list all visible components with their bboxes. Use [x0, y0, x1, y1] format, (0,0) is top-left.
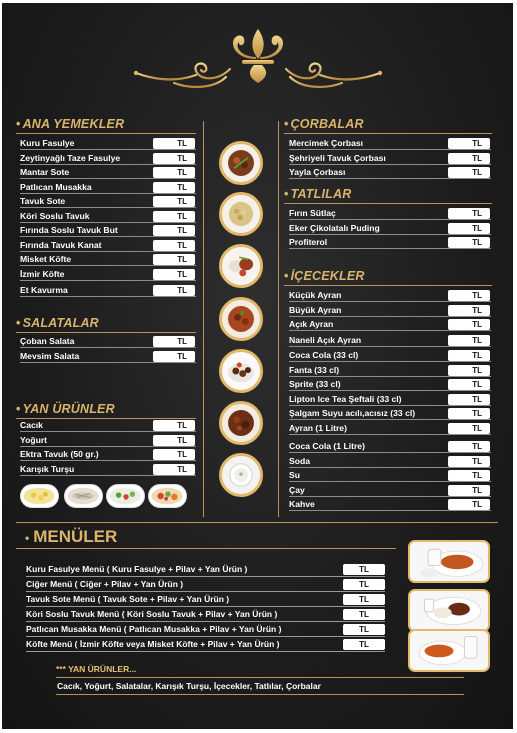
- extras-rule-bottom: [56, 694, 464, 695]
- menu-item: [20, 268, 196, 280]
- price-box: TL: [448, 408, 490, 419]
- dish-thumb-coban: [106, 484, 145, 508]
- price-box: TL: [448, 394, 490, 405]
- menu-item: [20, 463, 196, 475]
- item-underline: [20, 446, 196, 447]
- item-name: Naneli Açık Ayran: [289, 335, 362, 345]
- item-underline: [26, 591, 385, 592]
- item-name: Profiterol: [289, 237, 328, 247]
- dish-thumb-salad: [64, 484, 103, 508]
- item-name: Ektra Tavuk (50 gr.): [20, 449, 99, 459]
- extras-text: Cacık, Yoğurt, Salatalar, Karışık Turşu, İçecekler, Tatlılar, Çorbalar: [57, 681, 321, 691]
- menu-item: [20, 166, 196, 178]
- item-underline: [289, 178, 491, 179]
- item-underline: [20, 207, 196, 208]
- section-title-ana-yemekler: • ANA YEMEKLER: [16, 117, 125, 131]
- menu-item: [20, 195, 196, 207]
- price-box: TL: [153, 167, 195, 178]
- section-title-menuler: • MENÜLER: [25, 527, 118, 546]
- price-box: TL: [153, 351, 195, 362]
- item-underline: [20, 362, 196, 363]
- price-box: TL: [448, 441, 490, 452]
- item-underline: [20, 236, 196, 237]
- menu-combo-name: Kuru Fasulye Menü ( Kuru Fasulye + Pilav + Yan Ürün ): [26, 564, 248, 574]
- item-underline: [289, 452, 491, 453]
- item-name: Coca Cola (1 Litre): [289, 441, 365, 451]
- item-underline: [26, 576, 385, 577]
- item-name: Soda: [289, 455, 311, 466]
- item-underline: [26, 606, 385, 607]
- item-underline: [289, 510, 491, 511]
- item-name: Şalgam Suyu acılı,acısız (33 cl): [289, 408, 416, 418]
- item-name: Tavuk Sote: [20, 196, 66, 206]
- price-box: TL: [343, 579, 385, 590]
- price-box: TL: [448, 365, 490, 376]
- price-box: TL: [448, 167, 490, 178]
- item-underline: [26, 651, 385, 652]
- menu-combo-item: [26, 563, 385, 576]
- menu-combo-name: Tavuk Sote Menü ( Tavuk Sote + Pilav + Yan Ürün ): [26, 594, 230, 604]
- item-underline: [26, 636, 385, 637]
- item-underline: [289, 390, 491, 391]
- dish-photo-musakka: [219, 401, 263, 445]
- item-name: Coca Cola (33 cl): [289, 350, 359, 360]
- price-box: TL: [448, 423, 490, 434]
- list-salatalar: [20, 335, 196, 365]
- dish-thumb-tursu: [148, 484, 187, 508]
- menuler-rule-top: [16, 522, 498, 523]
- fleur-de-lis-ornament-icon: [130, 25, 386, 93]
- price-box: TL: [448, 153, 490, 164]
- menu-item: [289, 422, 491, 434]
- menu-item: [289, 440, 491, 452]
- item-underline: [289, 481, 491, 482]
- menu-photo-1: [408, 540, 490, 583]
- menu-item: [20, 284, 196, 296]
- item-name: Misket Köfte: [20, 254, 72, 264]
- menu-item: [289, 349, 491, 361]
- item-underline: [289, 376, 491, 377]
- list-yan-urunler: [20, 419, 196, 479]
- item-name: Kuru Fasulye: [20, 138, 75, 148]
- menu-item: [289, 236, 491, 248]
- price-box: TL: [448, 379, 490, 390]
- list-corbalar: [289, 137, 491, 181]
- price-box: TL: [343, 624, 385, 635]
- section-rule: [284, 285, 492, 286]
- item-name: Zeytinyağlı Taze Fasulye: [20, 152, 121, 163]
- menu-item: [289, 207, 491, 219]
- item-name: Mevsim Salata: [20, 350, 80, 361]
- menu-item: [20, 181, 196, 193]
- item-name: Yayla Çorbası: [289, 167, 346, 177]
- item-underline: [20, 475, 196, 476]
- item-name: Mercimek Çorbası: [289, 138, 364, 148]
- menu-item: [289, 166, 491, 178]
- section-rule: [284, 133, 492, 134]
- item-name: Su: [289, 470, 300, 480]
- section-rule: [16, 133, 196, 134]
- menu-item: [289, 222, 491, 234]
- menu-photo-3: [408, 629, 490, 672]
- price-box: TL: [448, 290, 490, 301]
- item-underline: [289, 330, 491, 331]
- item-name: Büyük Ayran: [289, 304, 342, 315]
- item-underline: [289, 301, 491, 302]
- price-box: TL: [153, 240, 195, 251]
- menu-item: [289, 152, 491, 164]
- item-underline: [289, 149, 491, 150]
- item-underline: [20, 149, 196, 150]
- extras-rule: [56, 677, 464, 678]
- item-name: Küçük Ayran: [289, 290, 342, 300]
- price-box: TL: [153, 182, 195, 193]
- item-name: Fırın Sütlaç: [289, 208, 336, 218]
- item-underline: [20, 251, 196, 252]
- menu-item: [289, 484, 491, 496]
- item-underline: [289, 419, 491, 420]
- price-box: TL: [153, 435, 195, 446]
- item-underline: [289, 234, 491, 235]
- price-box: TL: [448, 237, 490, 248]
- item-name: Fırında Tavuk Kanat: [20, 239, 102, 250]
- item-underline: [20, 460, 196, 461]
- menu-item: [289, 498, 491, 510]
- section-rule: [16, 332, 196, 333]
- item-name: Çay: [289, 484, 305, 495]
- menu-photo-2: [408, 589, 490, 632]
- menu-item: [20, 350, 196, 362]
- item-underline: [289, 467, 491, 468]
- price-box: TL: [153, 196, 195, 207]
- menu-item: [289, 407, 491, 419]
- item-underline: [289, 496, 491, 497]
- item-underline: [26, 621, 385, 622]
- item-name: Açık Ayran: [289, 319, 334, 329]
- price-box: TL: [448, 456, 490, 467]
- item-underline: [20, 296, 196, 297]
- menu-combo-item: [26, 608, 385, 621]
- item-name: Köri Soslu Tavuk: [20, 210, 90, 221]
- item-name: Şehriyeli Tavuk Çorbası: [289, 152, 386, 163]
- menuler-rule: [16, 548, 396, 549]
- price-box: TL: [153, 211, 195, 222]
- section-title-icecekler: • İÇECEKLER: [284, 269, 365, 283]
- item-name: Yoğurt: [20, 434, 48, 445]
- section-title-tatlilar: • TATLILAR: [284, 187, 352, 201]
- price-box: TL: [343, 564, 385, 575]
- list-ana-yemekler: [20, 137, 196, 297]
- item-name: Fanta (33 cl): [289, 364, 340, 375]
- dish-photo-nohut: [219, 192, 263, 236]
- section-title-corbalar: • ÇORBALAR: [284, 117, 364, 131]
- menu-item: [20, 434, 196, 446]
- menu-combo-item: [26, 593, 385, 606]
- item-underline: [20, 347, 196, 348]
- section-rule: [284, 203, 492, 204]
- extras-title: *** YAN ÜRÜNLER...: [56, 664, 137, 674]
- dish-photo-yogurt: [219, 453, 263, 497]
- menu-item: [20, 419, 196, 431]
- price-box: TL: [448, 208, 490, 219]
- menu-item: [20, 152, 196, 164]
- divider-right: [278, 121, 279, 517]
- menu-item: [289, 289, 491, 301]
- menu-item: [20, 210, 196, 222]
- item-underline: [289, 164, 491, 165]
- menu-item: [20, 137, 196, 149]
- menu-item: [289, 469, 491, 481]
- item-name: Lipton Ice Tea Şeftali (33 cl): [289, 393, 402, 404]
- menu-item: [20, 253, 196, 265]
- dish-photo-sote: [219, 297, 263, 341]
- price-box: TL: [153, 464, 195, 475]
- item-underline: [20, 280, 196, 281]
- price-box: TL: [343, 594, 385, 605]
- price-box: TL: [343, 609, 385, 620]
- menu-item: [289, 137, 491, 149]
- section-title-yan-urunler: • YAN ÜRÜNLER: [16, 402, 115, 416]
- dish-thumb-cacik: [20, 484, 59, 508]
- price-box: TL: [153, 153, 195, 164]
- section-title-salatalar: • SALATALAR: [16, 316, 99, 330]
- price-box: TL: [153, 420, 195, 431]
- menu-item: [289, 455, 491, 467]
- item-name: Cacık: [20, 420, 43, 430]
- list-tatlilar: [289, 207, 491, 251]
- dish-photo-kavurma: [219, 141, 263, 185]
- price-box: TL: [448, 470, 490, 481]
- price-box: TL: [448, 319, 490, 330]
- item-name: İzmir Köfte: [20, 268, 65, 279]
- dish-photo-tabak: [219, 244, 263, 288]
- menu-combo-name: Köri Soslu Tavuk Menü ( Köri Soslu Tavuk + Pilav + Yan Ürün ): [26, 609, 278, 619]
- menu-page: [2, 3, 513, 729]
- menu-item: [289, 304, 491, 316]
- menu-item: [289, 393, 491, 405]
- price-box: TL: [343, 639, 385, 650]
- price-box: TL: [448, 335, 490, 346]
- menu-item: [289, 334, 491, 346]
- item-underline: [20, 193, 196, 194]
- menu-item: [289, 318, 491, 330]
- menu-item: [20, 239, 196, 251]
- price-box: TL: [448, 305, 490, 316]
- menu-combo-name: Patlıcan Musakka Menü ( Patlıcan Musakka + Pilav + Yan Ürün ): [26, 624, 282, 634]
- item-underline: [289, 346, 491, 347]
- item-name: Patlıcan Musakka: [20, 181, 92, 192]
- list-icecekler: [289, 289, 491, 511]
- menu-combo-item: [26, 623, 385, 636]
- price-box: TL: [448, 350, 490, 361]
- price-box: TL: [153, 449, 195, 460]
- item-name: Fırında Soslu Tavuk But: [20, 225, 118, 235]
- item-underline: [20, 222, 196, 223]
- item-underline: [289, 219, 491, 220]
- menu-item: [20, 448, 196, 460]
- item-underline: [289, 361, 491, 362]
- price-box: TL: [153, 138, 195, 149]
- item-underline: [289, 434, 491, 435]
- price-box: TL: [448, 485, 490, 496]
- item-underline: [289, 405, 491, 406]
- item-name: Kahve: [289, 499, 315, 509]
- menu-combo-name: Ciğer Menü ( Ciğer + Pilav + Yan Ürün ): [26, 579, 184, 589]
- menu-item: [20, 335, 196, 347]
- item-underline: [20, 164, 196, 165]
- item-name: Karışık Turşu: [20, 463, 75, 474]
- item-underline: [289, 316, 491, 317]
- item-underline: [20, 178, 196, 179]
- item-underline: [289, 248, 491, 249]
- menu-combo-name: Köfte Menü ( İzmir Köfte veya Misket Köfte + Pilav + Yan Ürün ): [26, 639, 280, 649]
- dish-photo-kofte: [219, 349, 263, 393]
- item-name: Çoban Salata: [20, 336, 75, 346]
- menu-combo-item: [26, 578, 385, 591]
- item-name: Eker Çikolatalı Puding: [289, 222, 380, 233]
- price-box: TL: [448, 138, 490, 149]
- item-name: Et Kavurma: [20, 284, 68, 295]
- price-box: TL: [153, 269, 195, 280]
- menu-combo-item: [26, 638, 385, 651]
- menu-item: [20, 224, 196, 236]
- price-box: TL: [153, 336, 195, 347]
- item-name: Mantar Sote: [20, 167, 70, 177]
- price-box: TL: [448, 223, 490, 234]
- price-box: TL: [153, 254, 195, 265]
- menu-item: [289, 364, 491, 376]
- price-box: TL: [448, 499, 490, 510]
- price-box: TL: [153, 225, 195, 236]
- price-box: TL: [153, 285, 195, 296]
- item-underline: [20, 265, 196, 266]
- item-underline: [20, 431, 196, 432]
- divider-left: [203, 121, 204, 517]
- menu-item: [289, 378, 491, 390]
- item-name: Sprite (33 cl): [289, 379, 341, 389]
- item-name: Ayran (1 Litre): [289, 423, 347, 433]
